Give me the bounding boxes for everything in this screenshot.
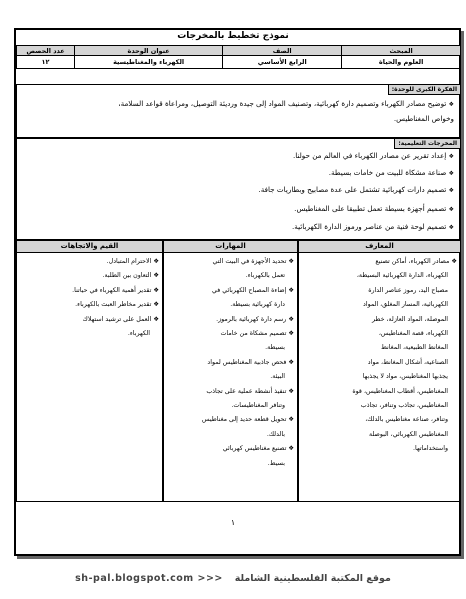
- page-title: نموذج تخطيط بالمخرجات: [177, 31, 289, 41]
- values-line-text: الاحترام المتبادل.: [106, 258, 152, 265]
- skills-line-text: البيئة.: [270, 373, 285, 381]
- main-idea-label: الفكرة الكبرى للوحدة:: [388, 85, 460, 95]
- footer-banner: [0, 573, 466, 584]
- knowledge-line-text: يجذبها المغناطيس، مواد لا يجذبها: [362, 373, 448, 381]
- header-col-subject: المبحث: [342, 46, 461, 56]
- knowledge-line: [301, 413, 457, 427]
- knowledge-line-text: واستخداماتها.: [413, 445, 448, 453]
- values-line: [19, 313, 159, 327]
- skills-line: [166, 269, 294, 283]
- knowledge-line: [301, 428, 457, 442]
- header-col-unit: عنوان الوحدة: [75, 46, 223, 56]
- knowledge-line-text: المغناطيس، أقطاب المغناطيس، قوة: [352, 387, 448, 395]
- skills-line-text: تحديد الأجهزة في البيت التي: [212, 258, 287, 265]
- values-list: [17, 253, 162, 341]
- knowledge-line-text: مصادر الكهرباء، أماكن تصنيع: [375, 258, 450, 265]
- skills-line-text: تصنيع مغناطيس كهربائي: [222, 445, 287, 453]
- diamond-bullet-icon: ❖: [151, 315, 159, 323]
- skills-line: [166, 442, 294, 456]
- knowledge-line-text: المغناطيس الكهربائي، البوصلة: [369, 430, 448, 438]
- diamond-bullet-icon: ❖: [286, 445, 294, 453]
- skills-header: المهارات: [164, 241, 297, 253]
- sessions-value: ١٢: [17, 56, 75, 69]
- header-col-grade: الصف: [223, 46, 342, 56]
- diamond-bullet-icon: ❖: [448, 170, 454, 177]
- skills-line: [166, 298, 294, 312]
- knowledge-header: المعارف: [299, 241, 460, 253]
- knowledge-line-text: الكهرباء، قصة المغناطيس،: [378, 330, 448, 338]
- main-idea-line-1: ❖ توضيح مصادر الكهرباء وتصميم دارة كهربائية، وتصنيف المواد إلى جيدة ورديئة التوصيل، ومراعاة قواعد السلامة،: [118, 99, 454, 108]
- skills-line: [166, 327, 294, 341]
- values-line: [19, 255, 159, 269]
- skills-line-text: رسم دارة كهربائية بالرموز.: [216, 315, 287, 323]
- outcome-item: ❖ تصميم لوحة فنية من عناصر ورموز الدارة الكهربائية.: [292, 222, 454, 231]
- knowledge-line-text: المغناطيس، تجاذب وتنافر، تجاذب: [360, 402, 448, 410]
- diamond-bullet-icon: ❖: [448, 206, 454, 213]
- outcome-item: ❖ تصميم دارات كهربائية تشتمل على عدة مصابيح وبطاريات جافة.: [258, 185, 454, 194]
- skills-line-text: تحويل قطعة حديد إلى مغناطيس: [201, 416, 287, 424]
- knowledge-line-text: الموصلة، المواد العازلة، خطر: [371, 315, 448, 323]
- skills-line: [166, 356, 294, 370]
- skills-line-text: تنفيذ أنشطة عملية على تجاذب: [206, 387, 287, 395]
- skills-line: [166, 457, 294, 471]
- skills-line: [166, 399, 294, 413]
- knowledge-list: [299, 253, 460, 457]
- knowledge-line-text: الصناعية، أشكال المغانط، مواد: [367, 358, 448, 366]
- skills-line-text: بسيط.: [267, 459, 285, 467]
- knowledge-line-text: الكهرباء، الدارة الكهربائية البسيطة،: [356, 272, 448, 280]
- skills-line: [166, 370, 294, 384]
- diamond-bullet-icon: ❖: [286, 286, 294, 294]
- footer-arrows: >>>: [197, 573, 223, 584]
- diamond-bullet-icon: ❖: [286, 416, 294, 424]
- knowledge-line: [301, 356, 457, 370]
- skills-line: [166, 413, 294, 427]
- skills-line-text: إضاءة المصباح الكهربائي في: [211, 286, 287, 294]
- knowledge-line: [301, 385, 457, 399]
- outcomes-label: المخرجات التعليمية:: [394, 139, 460, 149]
- main-idea-line-2: وخواص المغناطيس.: [393, 114, 454, 123]
- knowledge-line: [301, 284, 457, 298]
- skills-line-text: تصميم مشكاة من خامات: [220, 330, 287, 338]
- skills-line-text: دارة كهربائية بسيطة.: [230, 301, 285, 309]
- skills-column: [163, 240, 298, 502]
- knowledge-line-text: الكهربائية، المسار المغلق، المواد: [363, 301, 448, 309]
- diamond-bullet-icon: ❖: [286, 330, 294, 338]
- skills-line: [166, 313, 294, 327]
- footer-library-name: موقع المكتبة الفلسطينية الشاملة: [234, 573, 391, 584]
- diamond-bullet-icon: ❖: [286, 387, 294, 395]
- skills-line-text: بالدلك.: [266, 430, 285, 438]
- skills-line-text: تعمل بالكهرباء.: [245, 272, 285, 280]
- skills-line: [166, 255, 294, 269]
- diamond-bullet-icon: ❖: [448, 187, 454, 194]
- knowledge-line: [301, 298, 457, 312]
- knowledge-line-text: المغانط الطبيعية، المغانط: [381, 344, 448, 352]
- knowledge-line-text: مصباح اليد، رموز عناصر الدارة: [368, 286, 448, 294]
- diamond-bullet-icon: ❖: [448, 153, 454, 160]
- columns-table: [16, 240, 461, 502]
- skills-list: [164, 253, 297, 471]
- outcome-item: ❖ إعداد تقرير عن مصادر الكهرباء في العالم من حولنا.: [292, 151, 454, 160]
- diamond-bullet-icon: ❖: [151, 258, 159, 265]
- knowledge-line: [301, 442, 457, 456]
- knowledge-line: [301, 341, 457, 355]
- skills-line: [166, 385, 294, 399]
- values-line: [19, 298, 159, 312]
- outcomes-section: [16, 138, 461, 240]
- diamond-bullet-icon: ❖: [286, 315, 294, 323]
- diamond-bullet-icon: ❖: [448, 101, 454, 108]
- subject-value: العلوم والحياة: [342, 56, 461, 69]
- skills-line: [166, 284, 294, 298]
- grade-value: الرابع الأساسي: [223, 56, 342, 69]
- knowledge-line: [301, 269, 457, 283]
- values-line: [19, 327, 159, 341]
- knowledge-line: [301, 370, 457, 384]
- knowledge-line: [301, 327, 457, 341]
- page-number: ١: [230, 518, 236, 527]
- skills-line-text: فحص جاذبية المغناطيس لمواد: [207, 358, 287, 366]
- diamond-bullet-icon: ❖: [151, 301, 159, 309]
- diamond-bullet-icon: ❖: [286, 358, 294, 366]
- values-line-text: العمل على ترشيد استهلاك: [82, 315, 152, 323]
- diamond-bullet-icon: ❖: [151, 286, 159, 294]
- values-line-text: تقدير مخاطر العبث بالكهرباء.: [75, 301, 152, 309]
- skills-line: [166, 428, 294, 442]
- knowledge-line: [301, 313, 457, 327]
- skills-line-text: وتنافر المغناطيسات.: [231, 402, 285, 410]
- header-col-sessions: عدد الحصص: [17, 46, 75, 56]
- knowledge-line: [301, 255, 457, 269]
- knowledge-column: [298, 240, 461, 502]
- values-line-text: تقدير أهمية الكهرباء في حياتنا.: [72, 286, 152, 294]
- values-header: القيم والاتجاهات: [17, 241, 162, 253]
- skills-line-text: بسيطة.: [265, 344, 285, 352]
- main-idea-section: [16, 84, 461, 138]
- values-line: [19, 269, 159, 283]
- footer-site: sh-pal.blogspot.com: [75, 573, 194, 584]
- values-line: [19, 284, 159, 298]
- values-line-text: الكهرباء.: [127, 330, 150, 338]
- diamond-bullet-icon: ❖: [286, 258, 294, 265]
- diamond-bullet-icon: ❖: [151, 272, 159, 280]
- values-column: [16, 240, 163, 502]
- skills-line: [166, 341, 294, 355]
- knowledge-line: [301, 399, 457, 413]
- outcome-item: ❖ تصميم أجهزة بسيطة تعمل تطبيقا على المغناطيس.: [294, 204, 454, 213]
- diamond-bullet-icon: ❖: [448, 224, 454, 231]
- outcome-item: ❖ صناعة مشكاة للبيت من خامات بسيطة.: [328, 168, 454, 177]
- header-table: [16, 45, 461, 69]
- unit-value: الكهرباء والمغناطيسية: [75, 56, 223, 69]
- knowledge-line-text: وتنافر، صناعة مغناطيس بالدلك،: [365, 416, 448, 424]
- diamond-bullet-icon: ❖: [449, 258, 457, 265]
- values-line-text: التعاون بين الطلبة.: [102, 272, 152, 280]
